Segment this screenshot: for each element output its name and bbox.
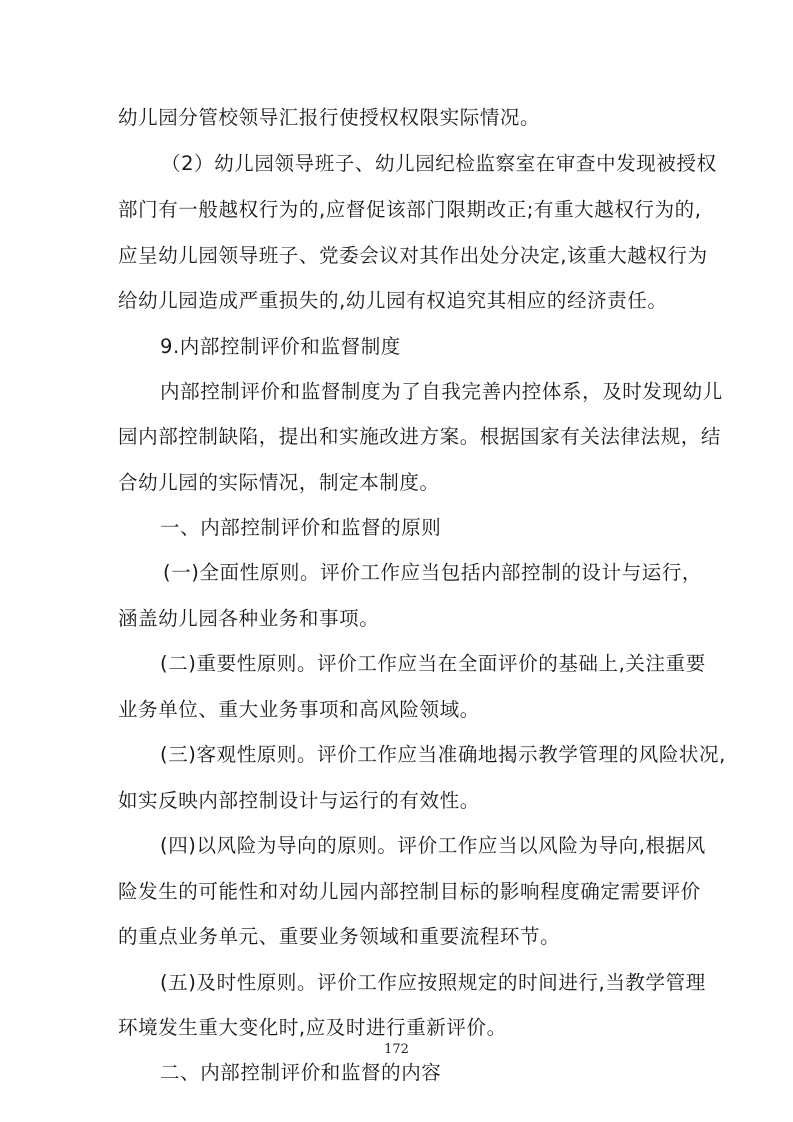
page-number: 172 [384, 1042, 409, 1057]
text-line: (二)重要性原则。评价工作应当在全面评价的基础上,关注重要 [160, 652, 706, 675]
section-heading: 二、内部控制评价和监督的内容 [160, 1061, 442, 1084]
text-line: (三)客观性原则。评价工作应当准确地揭示教学管理的风险状况, [160, 743, 726, 766]
text-line: 幼儿园分管校领导汇报行使授权权限实际情况。 [118, 106, 541, 129]
text-line: （2）幼儿园领导班子、幼儿园纪检监察室在审查中发现被授权 [161, 152, 717, 175]
text-line: 的重点业务单元、重要业务领域和重要流程环节。 [118, 925, 561, 948]
text-line: 内部控制评价和监督制度为了自我完善内控体系，及时发现幼儿 [160, 380, 723, 403]
text-line: 给幼儿园造成严重损失的,幼儿园有权追究其相应的经济责任。 [118, 289, 668, 312]
section-heading: 一、内部控制评价和监督的原则 [160, 516, 442, 539]
text-line: (一)全面性原则。评价工作应当包括内部控制的设计与运行， [163, 561, 703, 584]
text-line: 业务单位、重大业务事项和高风险领域。 [118, 698, 480, 721]
text-line: 部门有一般越权行为的,应督促该部门限期改正;有重大越权行为的, [118, 198, 702, 221]
text-line: 园内部控制缺陷，提出和实施改进方案。根据国家有关法律法规，结 [118, 425, 722, 448]
text-line: 险发生的可能性和对幼儿园内部控制目标的影响程度确定需要评价 [118, 880, 701, 903]
section-heading: 9.内部控制评价和监督制度 [160, 335, 401, 358]
text-line: 合幼儿园的实际情况，制定本制度。 [118, 471, 440, 494]
text-line: 涵盖幼儿园各种业务和事项。 [118, 607, 380, 630]
text-line: (四)以风险为导向的原则。评价工作应当以风险为导向,根据风 [160, 834, 706, 857]
text-line: 环境发生重大变化时,应及时进行重新评价。 [118, 1016, 507, 1039]
text-line: 如实反映内部控制设计与运行的有效性。 [118, 789, 480, 812]
text-line: (五)及时性原则。评价工作应按照规定的时间进行,当教学管理 [160, 971, 706, 994]
text-line: 应呈幼儿园领导班子、党委会议对其作出处分决定,该重大越权行为 [118, 244, 708, 267]
